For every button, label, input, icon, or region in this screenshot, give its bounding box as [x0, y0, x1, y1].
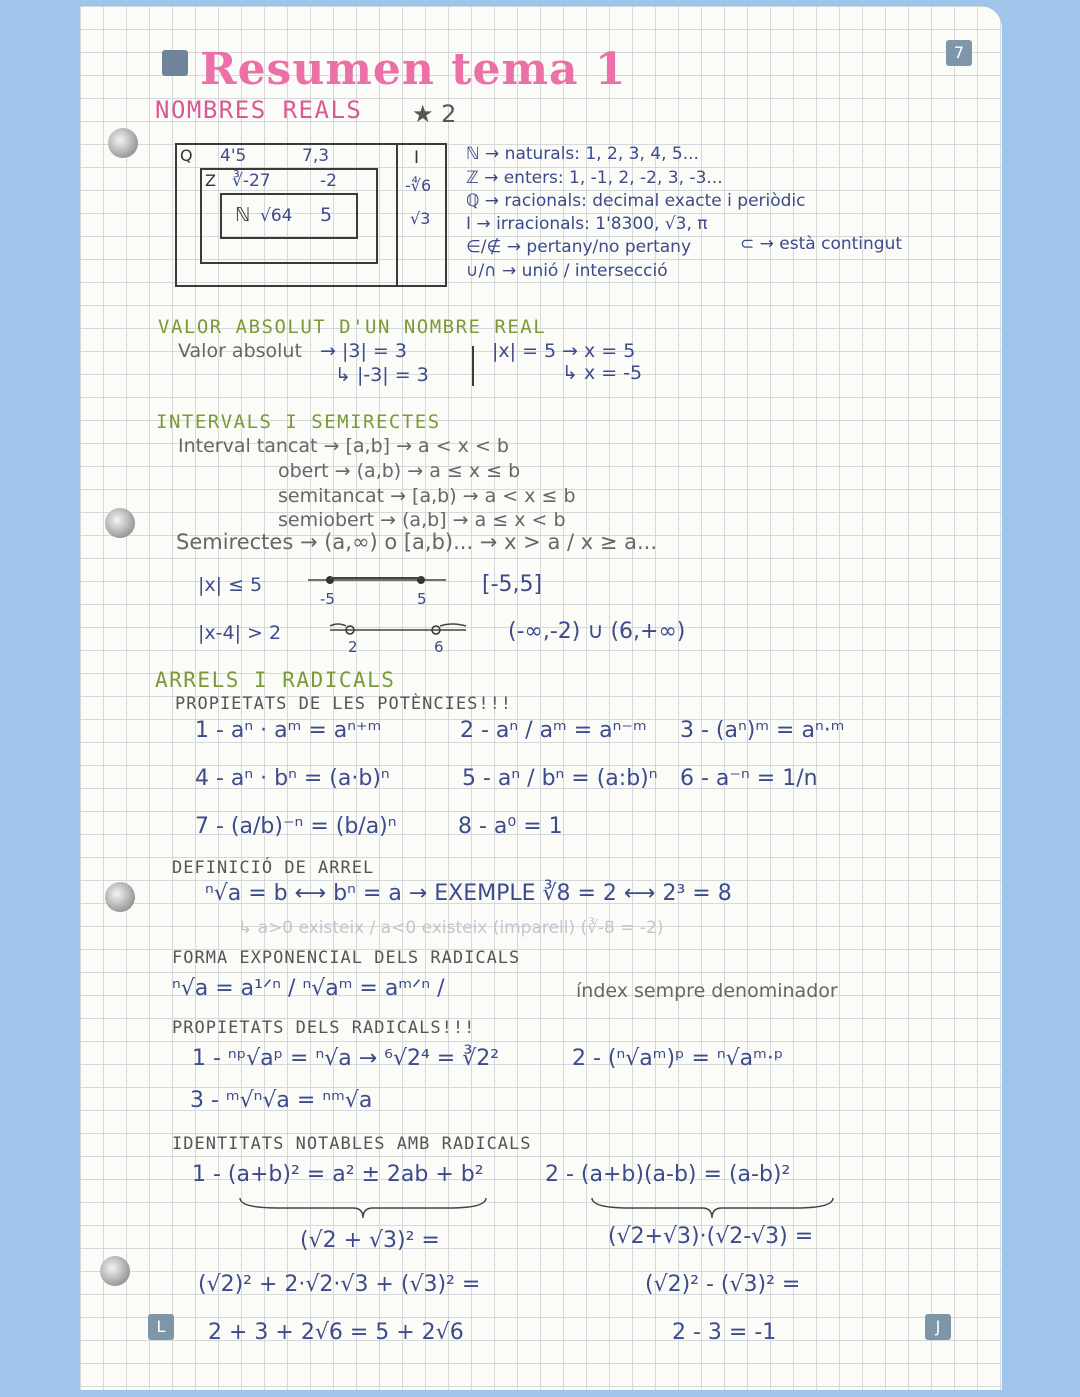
- brace-left: [238, 1196, 488, 1220]
- abs-eq: |x| = 5: [492, 340, 557, 362]
- exp-line: ⁿ√a = a¹ᐟⁿ / ⁿ√aᵐ = aᵐᐟⁿ /: [172, 976, 445, 1001]
- binder-hole-4: [100, 1256, 130, 1286]
- notebook-page: [80, 6, 1002, 1390]
- set-q-label: Q: [180, 146, 193, 165]
- def-arrel-note: ↳ a>0 existeix / a<0 existeix (imparell) (∛-8 = -2): [238, 918, 664, 938]
- left-step-2: (√2)² + 2·√2·√3 + (√3)² =: [198, 1272, 481, 1297]
- set-i-val2: √3: [410, 209, 431, 228]
- sub-definicio-arrel: DEFINICIÓ DE ARREL: [172, 858, 375, 878]
- ex2-tick-left: 2: [348, 638, 358, 656]
- corner-bottom-left: L: [148, 1314, 174, 1340]
- sub-forma-exponencial: FORMA EXPONENCIAL DELS RADICALS: [172, 948, 521, 968]
- pow-2: 2 - aⁿ / aᵐ = aⁿ⁻ᵐ: [460, 718, 647, 743]
- ex1-tick-right: 5: [417, 590, 427, 608]
- def-contingut: ⊂ → està contingut: [740, 234, 903, 254]
- ex2-result: (-∞,-2) ∪ (6,+∞): [508, 619, 686, 644]
- brace-right: [590, 1196, 835, 1220]
- abs-label: Valor absolut: [178, 340, 302, 362]
- heading-arrels: ARRELS I RADICALS: [155, 668, 396, 692]
- corner-bottom-right: J: [925, 1314, 951, 1340]
- pow-3: 3 - (aⁿ)ᵐ = aⁿ·ᵐ: [680, 718, 845, 743]
- binder-hole-2: [105, 508, 135, 538]
- abs-sol2: ↳ x = -5: [562, 362, 643, 384]
- def-naturals: ℕ → naturals: 1, 2, 3, 4, 5...: [466, 144, 699, 164]
- pow-7: 7 - (a/b)⁻ⁿ = (b/a)ⁿ: [195, 814, 397, 839]
- ex2-ineq: |x-4| > 2: [198, 622, 282, 644]
- binder-hole-3: [105, 882, 135, 912]
- set-q-val1: 4'5: [220, 146, 247, 166]
- def-arrel-line: ⁿ√a = b ⟷ bⁿ = a → EXEMPLE ∛8 = 2 ⟷ 2³ = 8: [205, 881, 732, 906]
- set-z-val1: ∛-27: [232, 171, 271, 191]
- set-z-label: Z: [205, 171, 216, 190]
- sub-propietats-radicals: PROPIETATS DELS RADICALS!!!: [172, 1018, 476, 1038]
- identitat-1: 1 - (a+b)² = a² ± 2ab + b²: [192, 1162, 484, 1187]
- ex1-tick-left: -5: [320, 590, 335, 608]
- heading-intervals: INTERVALS I SEMIRECTES: [156, 411, 441, 433]
- set-i-label: I: [414, 148, 420, 168]
- set-n-label: ℕ: [235, 204, 251, 226]
- identitat-2: 2 - (a+b)(a-b) = (a-b)²: [545, 1162, 791, 1187]
- heading-nombres-reals: NOMBRES REALS: [155, 96, 363, 124]
- ex1-result: [-5,5]: [482, 572, 543, 597]
- set-i-val1: -∜6: [405, 176, 432, 195]
- interval-semitancat: semitancat → [a,b) → a < x ≤ b: [278, 485, 576, 507]
- pow-6: 6 - a⁻ⁿ = 1/n: [680, 766, 818, 791]
- pow-5: 5 - aⁿ / bⁿ = (a:b)ⁿ: [462, 766, 658, 791]
- heading-valor-absolut: VALOR ABSOLUT D'UN NOMBRE REAL: [158, 316, 547, 338]
- abs-line1: → |3| = 3: [320, 340, 407, 362]
- bookmark-icon: [162, 50, 188, 76]
- set-z-val2: -2: [320, 171, 337, 191]
- interval-semiobert: semiobert → (a,b] → a ≤ x < b: [278, 509, 566, 531]
- ex1-ineq: |x| ≤ 5: [198, 574, 263, 596]
- semirectes: Semirectes → (a,∞) o [a,b)... → x > a / x ≥ a...: [176, 530, 658, 554]
- def-unio: ∪/∩ → unió / intersecció: [466, 261, 668, 281]
- set-n-val1: √64: [260, 206, 293, 226]
- set-q-val2: 7,3: [302, 146, 330, 166]
- sub-propietats-potencies: PROPIETATS DE LES POTÈNCIES!!!: [175, 694, 513, 714]
- right-step-1: (√2+√3)·(√2-√3) =: [608, 1224, 814, 1249]
- left-step-1: (√2 + √3)² =: [300, 1228, 440, 1253]
- set-n-val2: 5: [320, 204, 333, 226]
- def-racionals: ℚ → racionals: decimal exacte i periòdic: [466, 191, 806, 211]
- right-step-3: 2 - 3 = -1: [672, 1320, 777, 1345]
- pow-1: 1 - aⁿ · aᵐ = aⁿ⁺ᵐ: [195, 718, 382, 743]
- ex1-number-line: [308, 571, 448, 591]
- corner-top-right: 7: [946, 40, 972, 66]
- abs-separator: [472, 346, 474, 386]
- def-enters: ℤ → enters: 1, -1, 2, -2, 3, -3...: [466, 168, 723, 188]
- rad-prop-1: 1 - ⁿᵖ√aᵖ = ⁿ√a → ⁶√2⁴ = ∛2²: [192, 1046, 500, 1071]
- right-step-2: (√2)² - (√3)² =: [645, 1272, 801, 1297]
- abs-sol1: → x = 5: [562, 340, 636, 362]
- ex2-number-line: [330, 620, 470, 640]
- rad-prop-3: 3 - ᵐ√ⁿ√a = ⁿᵐ√a: [190, 1088, 373, 1113]
- pow-8: 8 - a⁰ = 1: [458, 814, 563, 839]
- interval-obert: obert → (a,b) → a ≤ x ≤ b: [278, 460, 521, 482]
- binder-hole-1: [108, 128, 138, 158]
- interval-tancat: Interval tancat → [a,b] → a < x < b: [178, 435, 509, 457]
- sub-identitats: IDENTITATS NOTABLES AMB RADICALS: [172, 1134, 532, 1154]
- page-title: Resumen tema 1: [200, 44, 627, 95]
- pow-4: 4 - aⁿ · bⁿ = (a·b)ⁿ: [195, 766, 390, 791]
- def-irracionals: I → irracionals: 1'8300, √3, π: [466, 214, 708, 234]
- set-divider: [396, 143, 398, 285]
- heading-mark: ★ 2: [412, 100, 457, 128]
- def-pertany: ∈/∉ → pertany/no pertany: [466, 237, 692, 257]
- left-step-3: 2 + 3 + 2√6 = 5 + 2√6: [208, 1320, 464, 1345]
- exp-note: índex sempre denominador: [576, 980, 838, 1002]
- rad-prop-2: 2 - (ⁿ√aᵐ)ᵖ = ⁿ√aᵐ·ᵖ: [572, 1046, 784, 1071]
- ex2-tick-right: 6: [434, 638, 444, 656]
- abs-line2: ↳ |-3| = 3: [335, 364, 429, 386]
